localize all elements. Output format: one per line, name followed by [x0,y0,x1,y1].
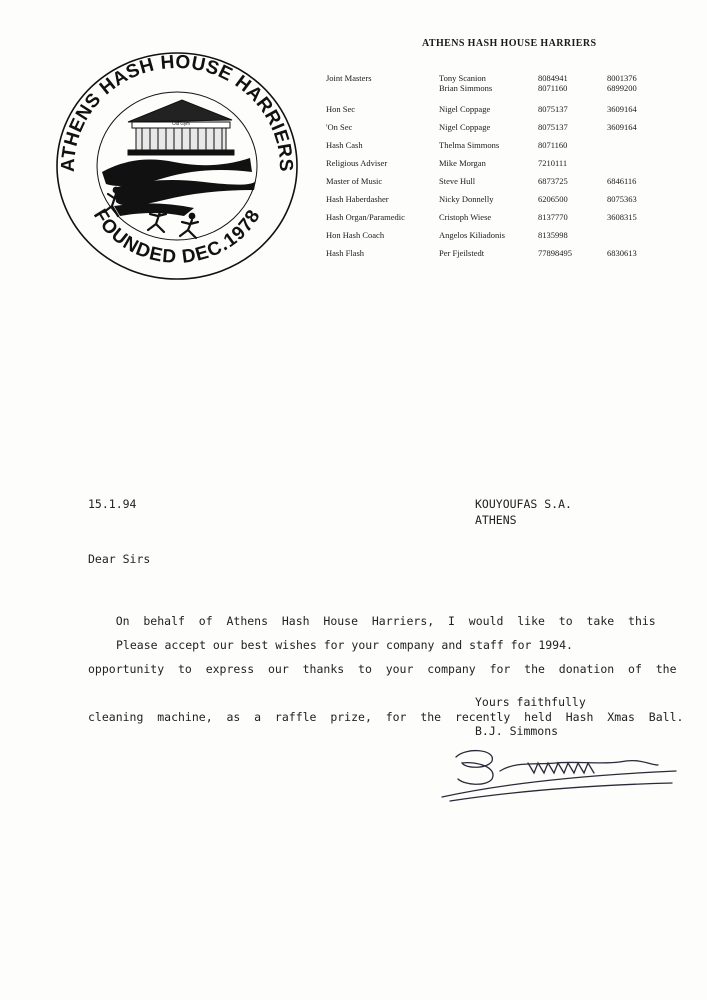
officer-phone-alt [607,105,637,115]
officer-name [439,159,486,169]
salutation: Dear Sirs [88,552,151,566]
officer-phone-line: 6873725 [538,176,568,186]
officer-role: Hash Flash [326,248,365,258]
temple-icon [128,100,234,155]
officer-name [439,74,492,94]
recipient-line: ATHENS [475,513,517,527]
officer-name-line: Cristoph Wiese [439,212,492,222]
officer-phone-alt-line: 3609164 [607,122,637,132]
officer-phone [538,195,568,205]
officer-phone-line: 7210111 [538,158,568,168]
officer-phone-alt [607,177,636,187]
officer-row [326,123,696,141]
officer-phone-line: 8084941 [538,73,568,83]
officer-phone-line: 8075137 [538,122,568,132]
body-line: On behalf of Athens Hash House Harriers, I would like to take this [88,614,656,628]
landscape-icon [102,158,256,216]
officer-phone-line: 77898495 [538,248,572,258]
officer-phone-alt [607,195,637,205]
officer-role: Hash Cash [326,140,363,150]
officer-phone [538,177,568,187]
letter-date: 15.1.94 [88,497,137,511]
officer-name-line: Angelos Kiliadonis [439,230,505,240]
officer-phone-line: 6206500 [538,194,568,204]
officer-name [439,195,494,205]
officer-name-line: Thelma Simmons [439,140,500,150]
handwritten-signature [436,735,686,805]
officer-phone [538,231,568,241]
officer-role: Master of Music [326,176,383,186]
officer-phone-alt-line: 3609164 [607,104,637,114]
officer-row [326,231,696,249]
officer-phone [538,105,568,115]
officer-name [439,141,499,151]
officer-phone-alt-line: 6899200 [607,83,637,93]
officer-phone-alt-line: 6846116 [607,176,637,186]
officer-name [439,123,490,133]
officer-name [439,105,490,115]
recipient-address [475,496,572,528]
officer-phone-line: 8075137 [538,104,568,114]
officer-row [326,74,696,105]
body-line: opportunity to express our thanks to your company for the donation of the [88,662,677,676]
body-paragraph-2: Please accept our best wishes for your company and staff for 1994. [116,638,573,652]
officer-row [326,177,696,195]
logo-ring-top-text: ATHENS HASH HOUSE HARRIERS [57,51,297,173]
officer-row [326,159,696,177]
recipient-line: KOUYOUFAS S.A. [475,497,572,511]
officer-phone [538,141,567,151]
officer-row [326,213,696,231]
officer-name-line: Nigel Coppage [439,122,491,132]
officer-phone-alt [607,249,637,259]
officer-role: Joint Masters [326,73,372,83]
officer-row [326,141,696,159]
officer-name-line: Nicky Donnelly [439,194,494,204]
officer-role: Hash Organ/Paramedic [326,212,405,222]
officer-name-line: Tony Scanion [439,73,486,83]
officer-name [439,231,505,241]
body-paragraph-1 [88,581,683,757]
officer-phone-alt-line: 8001376 [607,73,637,83]
officer-phone [538,159,567,169]
officer-role: 'On Sec [326,122,353,132]
officer-row [326,249,696,267]
officer-phone [538,123,568,133]
officer-role: Religious Adviser [326,158,388,168]
officer-phone [538,249,572,259]
org-title: ATHENS HASH HOUSE HARRIERS [422,38,597,49]
officer-phone-alt-line: 8075363 [607,194,637,204]
closing: Yours faithfully [475,695,586,709]
officer-name-line: Nigel Coppage [439,104,491,114]
signer-name: B.J. Simmons [475,724,559,738]
officer-phone-line: 8135998 [538,230,568,240]
temple-sign: Old Gym [172,121,190,126]
officer-role: Hon Sec [326,104,356,114]
officer-name-line: Mike Morgan [439,158,486,168]
officer-phone-line: 8071160 [538,140,568,150]
officer-name-line: Brian Simmons [439,83,493,93]
officer-phone [538,74,568,94]
officer-role: Hon Hash Coach [326,230,385,240]
logo-ring-bottom-text: FOUNDED DEC.1978 [89,205,265,268]
officer-phone-alt [607,123,637,133]
officer-phone-alt-line: 3608315 [607,212,637,222]
officer-row [326,105,696,123]
officers-list [326,74,696,267]
body-line: cleaning machine, as a raffle prize, for the recently held Hash Xmas Ball. [88,710,684,724]
officer-name-line: Steve Hull [439,176,476,186]
officer-phone-alt [607,213,637,223]
officer-phone-alt-line: 6830613 [607,248,637,258]
officer-name [439,213,491,223]
club-logo [54,50,300,282]
officer-phone-line: 8071160 [538,83,568,93]
officer-phone-alt [607,74,637,94]
officer-row [326,195,696,213]
officer-name [439,177,475,187]
officer-name-line: Per Fjeilstedt [439,248,485,258]
officer-name [439,249,484,259]
officer-phone [538,213,568,223]
officer-phone-line: 8137770 [538,212,568,222]
officer-role: Hash Haberdasher [326,194,389,204]
